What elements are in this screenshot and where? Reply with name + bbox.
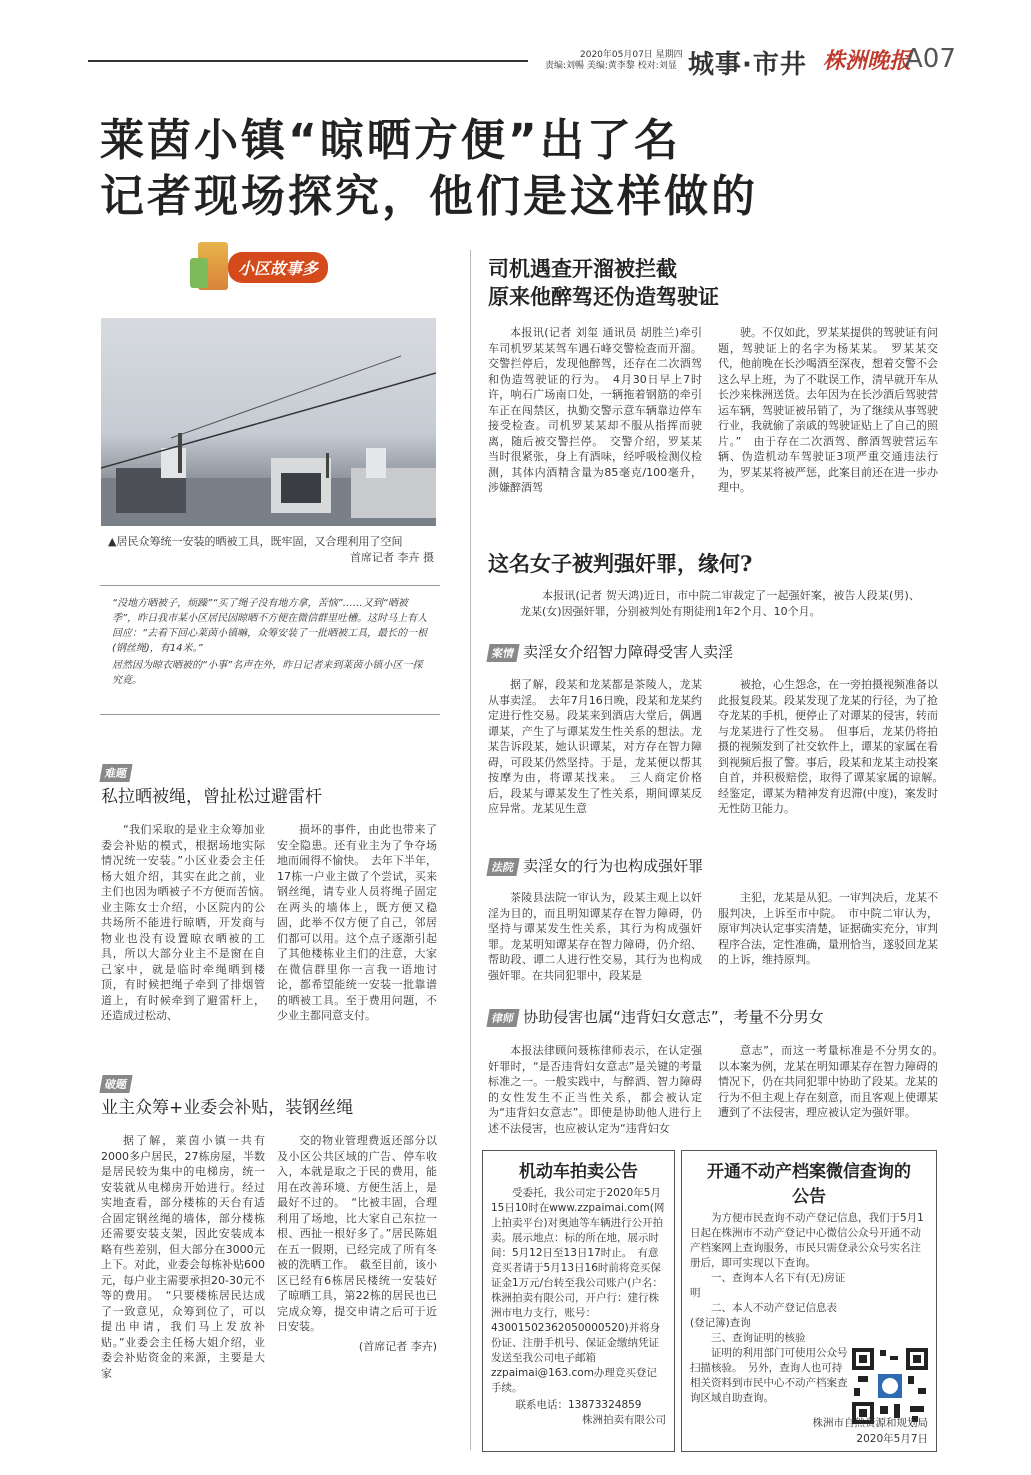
news-photo [101,318,436,526]
article-column [488,325,702,496]
article-column [718,890,938,968]
subhead-tag: 破题 [99,1075,132,1093]
notice-item: 三、查询证明的核验 [711,1332,806,1344]
article-text: 交的物业管理费返还部分以及小区公共区域的广告、停车收入，本就是取之于民的费用，能用在改善环境、方便生活上，是最好不过的。 “比被丰固，合理利用了场地，比大家自己东拉一根、西扯一根好多了。”居民陈姐在五一假期，已经完成了所有冬被的洗晒工作。 截至目前，该小区已经有6栋居民楼统一安装好了晾晒工具，第22栋的居民也已完成众筹，提交申请之后可于近日安装。 [277,1134,437,1333]
story2-head1: 司机遇查开溜被拦截 [488,256,677,281]
notice-title-2: 公告 [792,1187,826,1207]
issue-date: 2020年05月07日 星期四 [580,50,683,60]
photo-illustration [101,318,436,526]
intro-paragraph-2: 居然因为晾衣晒被的“小事”名声在外，昨日记者来到莱茵小镇小区一探究竟。 [112,660,423,686]
notice-date: 2020年5月7日 [856,1433,928,1445]
article-column [488,890,702,983]
story2-head2: 原来他醉驾还伪造驾驶证 [488,284,719,309]
notice-body: 为方便市民查询不动产登记信息，我们于5月1日起在株洲市不动产登记中心微信公众号开通不动产档案网上查询服务，市民只需登录公众号实名注册后，即可实现以下查询。 [690,1212,924,1269]
story3-subhead-2 [488,855,703,876]
notice-note: 证明的利用部门可使用公众号扫描核验。 另外，查询人也可持相关资料到市民中心不动产档案查询区域自助查询。 [690,1347,848,1404]
article-text: 本报法律顾问聂栋律师表示，在认定强奸罪时，“是否违背妇女意志”是关键的考量标准之一。一般实践中，与醉酒、智力障碍的女性发生不正当性关系，都会被认定为“违背妇女意志”。即使是协助他人进行上述不法侵害，也应被认定为“违背妇女 [488,1044,702,1135]
article-text: “我们采取的是业主众筹加业委会补贴的模式，根据场地实际情况统一安装。”小区业委会主任杨大姐介绍，其实在此之前，业主们也因为晒被子不方便而苦恼。 业主陈女士介绍，小区院内的公共场所不能进行晾晒，开发商与物业也没有设置晾衣晒被的工具，所以大部分业主不是窗在自己家中，就是临时牵绳晒到楼顶，有时候把绳子牵到了排烟管道上，有时候牵到了避雷杆上，还造成过松动、 [101,823,276,1022]
story3-head: 这名女子被判强奸罪，缘何? [488,551,753,576]
lead-text: 本报讯(记者 贺天鸿)近日，市中院二审裁定了一起强奸案，被告人段某(男)、龙某(女)因强奸罪，分别被判处有期徒刑1年2个月、10个月。 [520,589,920,618]
article-column [101,822,276,1024]
article-column [101,1133,265,1381]
article-text: 驶。不仅如此，罗某某提供的驾驶证有问题，驾驶证上的名字为杨某某。 罗某某交代，他前晚在长沙喝酒至深夜，想着交警不会这么早上班，为了不耽误工作，清早就开车从长沙来株洲送货。去年因为在长沙酒后驾驶营运车辆，驾驶证被吊销了，为了继续从事驾驶行业，我就偷了亲戚的驾驶证贴上了自己的照片。” 由于存在二次酒驾、醉酒驾驶营运车辆、伪造机动车驾驶证3项严重交通违法行为，罗某某将被严惩，此案目前还在进一步办理中。 [718,326,938,494]
notice-body: 受委托，我公司定于2020年5月15日10时在www.zzpaimai.com(网上拍卖平台)对奥迪等车辆进行公开拍卖。展示地点：标的所在地，展示时间：5月12日至13日17时止。 有意竞买者请于5月13日16时前将竞买保证金1万元/台转至我公司账户(户名：株洲拍卖有限公司，开户行：建行株洲市电力支行，账号：43001502362050000520)并将身份证、注册手机号、保证金缴纳凭证发送至我公司电子邮箱zzpaimai@163.com办理竞买登记手续。 [491,1187,665,1394]
header-rule [88,60,528,62]
article-text: 据了解，莱茵小镇一共有2000多户居民，27栋房屋，半数是居民较为集中的电梯房，统一安装就从电梯房开始进行。经过实地查看，部分楼栋的天台有适合固定钢丝绳的墙体，部分楼栋还需要安装支架，因此安装成本略有些差别，但大部分在3000元上下。对此，业委会每栋补贴600元，每户业主需要承担20-30元不等的费用。 “只要楼栋居民达成了一致意见，众筹到位了，可以提出申请，我们马上发放补贴。”业委会主任杨大姐介绍，业委会补贴资金的来源，主要是大家 [101,1134,265,1380]
subhead-1 [101,762,322,807]
subhead-text: 卖淫女的行为也构成强奸罪 [523,857,704,875]
property-notice [681,1150,937,1452]
qr-pattern [850,1346,930,1426]
headline-line2: 记者现场探究，他们是这样做的 [100,171,758,222]
subhead-text: 协助侵害也属“违背妇女意志”，考量不分男女 [523,1008,824,1026]
article-column [718,1043,949,1121]
brand-logo: 株洲晚报 [823,48,912,74]
subhead-2 [101,1073,353,1118]
notice-org: 株洲市自然资源和规划局 [812,1417,928,1429]
intro-box [100,585,440,715]
article-text: 损坏的事件，由此也带来了安全隐患。还有业主为了争夺场地而闹得不愉快。 去年下半年，17栋一户业主做了个尝试，买来钢丝绳，请专业人员将绳子固定在两头的墙体上，既方便又稳固，此举不仅方便了自己，邻居们都可以用。这个点子逐渐引起了其他楼栋业主们的注意，大家在微信群里你一言我一语地讨论，都希望能统一安装一批靠谱的晒被工具。至于费用问题，不少业主都同意支付。 [277,823,437,1022]
article-text: 意志”，而这一考量标准是不分男女的。 以本案为例，龙某在明知谭某存在智力障碍的情况下，仍在共同犯罪中协助了段某。龙某的行为不但主观上存在刻意，而且客观上使谭某遭到了不法侵害，理应被认定为强奸罪。 [718,1044,949,1119]
tree-icon [190,258,208,288]
auction-notice [482,1150,675,1452]
article-text: 主犯，龙某是从犯。一审判决后，龙某不服判决，上诉至市中院。 市中院二审认为，原审判决认定事实清楚，证据确实充分，审判程序合法，定性准确，量刑恰当，遂驳回龙某的上诉，维持原判。 [718,891,938,966]
subhead-tag: 律师 [486,1009,519,1027]
column-divider [470,250,471,1450]
notice-item: 二、本人不动产登记信息表(登记簿)查询 [690,1302,837,1329]
caption-credit: 首席记者 李卉 摄 [350,551,434,564]
editors-line: 责编:刘暢 美编:黄李黎 校对:刘显 [545,61,677,71]
qr-code-icon[interactable] [850,1346,930,1426]
notice-title: 开通不动产档案微信查询的 [707,1162,911,1182]
caption-text: ▲居民众筹统一安装的晒被工具，既牢固，又合理利用了空间 [108,535,403,548]
article-column [277,822,437,1024]
subhead-text: 业主众筹+业委会补贴，装钢丝绳 [101,1098,354,1118]
story3-subhead-3 [488,1006,824,1027]
subhead-tag: 难题 [99,764,132,782]
badge-label: 小区故事多 [228,252,328,283]
article-text: 被抢，心生怨念，在一旁拍摄视频准备以此报复段某。段某发现了龙某的行径，为了抢夺龙某的手机，便停止了对谭某的侵害，转而与龙某进行了性交易。 但事后，龙某仍将拍摄的视频发到了社交软件上，谭某的家属在看到视频后报了警。事后，段某和龙某主动投案自首，并积极赔偿，取得了谭某家属的谅解。 经鉴定，谭某为精神发育迟滞(中度)，案发时无性防卫能力。 [718,678,949,815]
headline-line1: 莱茵小镇“晾晒方便”出了名 [100,115,681,166]
page-number: A07 [905,44,956,74]
story-badge [190,238,350,293]
story3-lead [520,588,920,619]
article-text: 茶陵县法院一审认为，段某主观上以奸淫为目的，而且明知谭某存在智力障碍，仍坚持与谭某发生性关系，其行为构成强奸罪。龙某明知谭某存在智力障碍，仍介绍、帮助段、谭二人进行性交易，其行为也构成强奸罪。在共同犯罪中，段某是 [488,891,702,982]
notice-title: 机动车拍卖公告 [519,1162,638,1182]
section-title: 城事·市井 [688,50,807,80]
article-text: 据了解，段某和龙某都是茶陵人，龙某从事卖淫。 去年7月16日晚，段某和龙某约定进行性交易。段某来到酒店大堂后，偶遇谭某，产生了与谭某发生性关系的想法。龙某告诉段某，她认识谭某，对方存在智力障碍，可段某仍然坚持。于是，龙某便以帮其按摩为由，将谭某找来。 三人商定价格后，段某与谭某发生了性关系，期间谭某反应异常。龙某见生意 [488,678,702,815]
notice-item: 一、查询本人名下有(无)房证明 [690,1272,846,1299]
photo-caption [108,534,438,566]
article-column [277,1133,437,1354]
article-column [718,677,949,817]
article-column [488,677,702,817]
subhead-text: 私拉晒被绳，曾扯松过避雷杆 [101,787,322,807]
byline: (首席记者 李卉) [358,1339,437,1353]
article-text: 本报讯(记者 刘玺 通讯员 胡胜兰)牵引车司机罗某某驾车遇石峰交警检查而开溜。交警拦停后，发现他醉驾，还存在二次酒驾和伪造驾驶证的行为。 4月30日早上7时许，响石广场南口处，一辆拖着钢筋的牵引车正在闯禁区，执勤交警示意车辆靠边停车接受检查。司机罗某某却不服从指挥而驶离，随后被交警拦停。 交警介绍，罗某某当时很紧张，身上有酒味，经呼吸检测仪检测，其体内酒精含量为85毫克/100毫升，涉嫌醉酒驾 [488,326,702,494]
notice-company: 株洲拍卖有限公司 [582,1414,666,1426]
story3-subhead-1 [488,641,733,662]
intro-paragraph: “没地方晒被子，烦躁”“买了绳子没有地方拿，苦恼”……又到“晒被季”，昨日我市某小区居民因晾晒不方便在微信群里吐槽。这时马上有人回应：“去看下回心莱茵小镇嘛，众筹安装了一批晒被工具，最长的一根(钢丝绳)，有14米。” [112,598,428,654]
subhead-tag: 法院 [486,858,519,876]
article-column [718,325,938,496]
subhead-tag: 案情 [486,644,519,662]
notice-phone: 联系电话：13873324859 [515,1399,642,1411]
subhead-text: 卖淫女介绍智力障碍受害人卖淫 [523,643,734,661]
article-column [488,1043,702,1136]
